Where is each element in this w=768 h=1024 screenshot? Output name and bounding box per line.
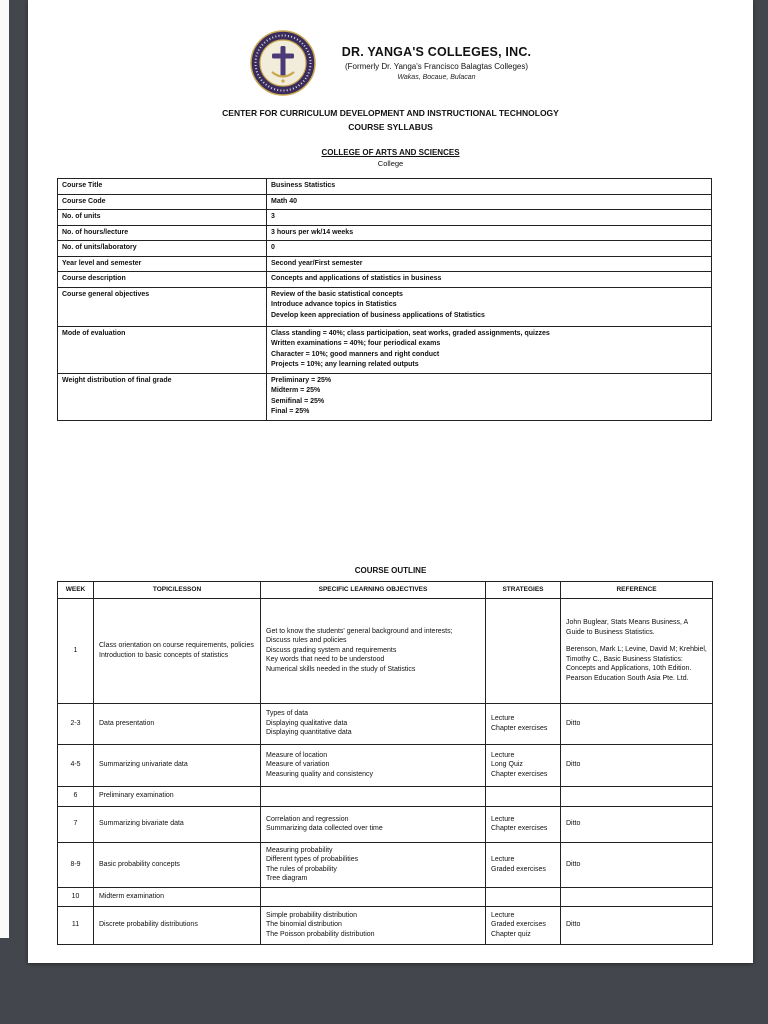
topic-cell — [94, 806, 261, 842]
objectives-cell — [261, 887, 486, 906]
topic-cell — [94, 906, 261, 944]
objective-line: Correlation and regression — [266, 815, 349, 823]
objectives-cell — [261, 598, 486, 703]
info-label-cell: Year level and semester — [58, 256, 267, 272]
objective-line: Tree diagram — [266, 875, 308, 882]
topic-cell — [94, 786, 261, 806]
info-value-line: Written examinations = 40%; four periodical exams — [271, 340, 441, 347]
college-title: COLLEGE OF ARTS AND SCIENCES — [321, 148, 460, 157]
reference-cell — [561, 842, 713, 887]
info-value-line: Develop keen appreciation of business applications of Statistics — [271, 311, 485, 319]
objective-line: Measure of variation — [266, 761, 330, 769]
reference-cell — [561, 744, 713, 786]
objective-line: Measure of location — [266, 751, 328, 759]
reference-cell — [561, 598, 713, 703]
week-cell: 2-3 — [58, 703, 94, 744]
objective-line: Discuss grading system and requirements — [266, 646, 397, 654]
info-value-line: 3 hours per wk/14 weeks — [271, 228, 354, 236]
topic-cell — [94, 842, 261, 887]
course-info-table — [57, 178, 712, 421]
outline-header-cell: SPECIFIC LEARNING OBJECTIVES — [261, 581, 486, 598]
info-value-line: Semifinal = 25% — [271, 397, 325, 405]
objective-line: Simple probability distribution — [266, 911, 358, 919]
reference-cell — [561, 887, 713, 906]
reference-paragraph: Ditto — [566, 761, 581, 769]
info-label-cell: Weight distribution of final grade — [58, 373, 267, 420]
info-value-line: 0 — [271, 244, 275, 251]
info-value-cell — [267, 241, 712, 257]
info-table-row — [58, 210, 712, 226]
info-value-line: Business Statistics — [271, 182, 336, 189]
info-value-line: Concepts and applications of statistics in business — [271, 275, 442, 282]
objectives-cell — [261, 703, 486, 744]
college-subtitle: College — [377, 159, 404, 168]
objectives-cell — [261, 806, 486, 842]
reference-paragraph: Ditto — [566, 860, 581, 868]
info-label-cell: No. of units — [58, 210, 267, 226]
info-value-line: Math 40 — [271, 197, 298, 205]
topic-line: Basic probability concepts — [99, 860, 180, 868]
info-value-cell — [267, 287, 712, 326]
week-cell: 11 — [58, 906, 94, 944]
info-label-cell: Mode of evaluation — [58, 326, 267, 373]
info-table-row — [58, 179, 712, 195]
info-value-line: Class standing = 40%; class participation, seat works, graded assignments, quizzes — [271, 329, 550, 337]
objective-line: The Poisson probability distribution — [266, 930, 375, 938]
document-header — [28, 0, 753, 96]
info-table-row — [58, 256, 712, 272]
outline-row — [58, 806, 713, 842]
syllabus-document-page — [28, 0, 753, 963]
school-name: DR. YANGA'S COLLEGES, INC. — [341, 45, 532, 59]
objective-line: The binomial distribution — [266, 921, 342, 929]
objective-line: Different types of probabilities — [266, 856, 359, 863]
outline-row — [58, 842, 713, 887]
outline-header-cell: WEEK — [58, 581, 94, 598]
center-department-title: CENTER FOR CURRICULUM DEVELOPMENT AND INSTRUCTIONAL TECHNOLOGY — [222, 108, 559, 118]
info-label-cell: Course Title — [58, 179, 267, 195]
outline-header-cell: REFERENCE — [561, 581, 713, 598]
info-value-line: Preliminary = 25% — [271, 376, 332, 384]
strategy-line: Lecture — [491, 815, 515, 823]
objective-line: Numerical skills needed in the study of Statistics — [266, 665, 416, 673]
outline-row — [58, 598, 713, 703]
info-table-row — [58, 287, 712, 326]
school-address: Wakas, Bocaue, Bulacan — [397, 74, 476, 81]
info-value-line: Second year/First semester — [271, 259, 363, 267]
course-outline-table — [57, 581, 713, 945]
objective-line: Measuring quality and consistency — [266, 770, 374, 778]
topic-line: Discrete probability distributions — [99, 921, 198, 929]
objective-line: Displaying quantitative data — [266, 729, 352, 737]
topic-line: Midterm examination — [99, 892, 164, 900]
objectives-cell — [261, 842, 486, 887]
strategy-line: Lecture — [491, 911, 515, 919]
topic-cell — [94, 598, 261, 703]
outline-row — [58, 703, 713, 744]
strategies-cell — [486, 598, 561, 703]
reference-paragraph: Ditto — [566, 820, 581, 828]
info-table-row — [58, 241, 712, 257]
reference-paragraph: Ditto — [566, 921, 581, 929]
topic-cell — [94, 887, 261, 906]
week-cell: 7 — [58, 806, 94, 842]
outline-row — [58, 906, 713, 944]
objective-line: Displaying qualitative data — [266, 719, 348, 727]
strategies-cell — [486, 906, 561, 944]
info-value-line: Character = 10%; good manners and right conduct — [271, 350, 440, 358]
week-cell: 6 — [58, 786, 94, 806]
info-label-cell: Course general objectives — [58, 287, 267, 326]
objective-line: Key words that need to be understood — [266, 656, 385, 664]
info-value-line: Midterm = 25% — [271, 387, 321, 394]
adjacent-page-edge — [0, 0, 9, 938]
info-table-row — [58, 373, 712, 420]
reference-cell — [561, 786, 713, 806]
reference-cell — [561, 806, 713, 842]
info-value-cell — [267, 326, 712, 373]
strategies-cell — [486, 842, 561, 887]
reference-paragraph: Berenson, Mark L; Levine, David M; Krehbiel, Timothy C., Basic Business Statistics: Concepts and Applications, 10th Edition. Pearson Education South Asia Pte. Ltd. — [566, 646, 707, 682]
info-value-cell — [267, 225, 712, 241]
reference-paragraph: Ditto — [566, 719, 581, 727]
info-label-cell: Course description — [58, 272, 267, 288]
info-value-cell — [267, 179, 712, 195]
strategies-cell — [486, 887, 561, 906]
objective-line: Get to know the students' general background and interests; — [266, 627, 453, 635]
strategy-line: Lecture — [491, 751, 515, 759]
strategies-cell — [486, 806, 561, 842]
objective-line: The rules of probability — [266, 865, 337, 873]
info-value-cell — [267, 272, 712, 288]
info-value-cell — [267, 194, 712, 210]
reference-cell — [561, 906, 713, 944]
strategy-line: Lecture — [491, 715, 515, 722]
info-value-line: Projects = 10%; any learning related outputs — [271, 361, 419, 368]
outline-row — [58, 887, 713, 906]
info-value-line: Review of the basic statistical concepts — [271, 290, 403, 298]
course-outline-title: COURSE OUTLINE — [354, 565, 427, 575]
strategy-line: Graded exercises — [491, 921, 546, 929]
info-value-cell — [267, 373, 712, 420]
reference-cell — [561, 703, 713, 744]
school-seal-icon — [250, 30, 316, 96]
outline-row — [58, 786, 713, 806]
info-value-line: Final = 25% — [271, 408, 310, 415]
info-value-cell — [267, 210, 712, 226]
objective-line: Measuring probability — [266, 846, 333, 854]
objectives-cell — [261, 786, 486, 806]
document-type-title: COURSE SYLLABUS — [348, 122, 433, 132]
strategy-line: Chapter exercises — [491, 825, 548, 832]
objective-line: Summarizing data collected over time — [266, 825, 383, 832]
topic-line: Preliminary examination — [99, 792, 174, 800]
topic-cell — [94, 744, 261, 786]
strategy-line: Chapter quiz — [491, 930, 531, 938]
week-cell: 10 — [58, 887, 94, 906]
objective-line: Types of data — [266, 710, 309, 718]
strategy-line: Graded exercises — [491, 865, 546, 873]
info-label-cell: No. of units/laboratory — [58, 241, 267, 257]
strategy-line: Chapter exercises — [491, 770, 548, 778]
school-former-name: (Formerly Dr. Yanga's Francisco Balagtas Colleges) — [344, 62, 529, 71]
info-label-cell: No. of hours/lecture — [58, 225, 267, 241]
reference-paragraph: John Buglear, Stats Means Business, A Guide to Business Statistics. — [566, 619, 688, 636]
strategies-cell — [486, 786, 561, 806]
info-table-row — [58, 194, 712, 210]
strategy-line: Long Quiz — [491, 761, 523, 769]
week-cell: 4-5 — [58, 744, 94, 786]
week-cell: 1 — [58, 598, 94, 703]
outline-header-row — [58, 581, 713, 598]
info-value-line: 3 — [271, 213, 275, 220]
strategy-line: Lecture — [491, 856, 515, 863]
strategy-line: Chapter exercises — [491, 724, 548, 732]
strategies-cell — [486, 744, 561, 786]
info-table-row — [58, 225, 712, 241]
info-table-row — [58, 326, 712, 373]
info-label-cell: Course Code — [58, 194, 267, 210]
school-identity-block — [342, 45, 531, 81]
topic-line: Class orientation on course requirements, policies — [99, 642, 254, 649]
week-cell: 8-9 — [58, 842, 94, 887]
topic-line: Summarizing univariate data — [99, 761, 188, 769]
objectives-cell — [261, 906, 486, 944]
strategies-cell — [486, 703, 561, 744]
info-value-line: Introduce advance topics in Statistics — [271, 301, 397, 308]
info-value-cell — [267, 256, 712, 272]
objectives-cell — [261, 744, 486, 786]
objective-line: Discuss rules and policies — [266, 637, 347, 645]
topic-cell — [94, 703, 261, 744]
info-table-row — [58, 272, 712, 288]
topic-line: Introduction to basic concepts of statistics — [99, 651, 229, 659]
outline-header-cell: TOPIC/LESSON — [94, 581, 261, 598]
topic-line: Data presentation — [99, 719, 155, 727]
topic-line: Summarizing bivariate data — [99, 820, 184, 828]
outline-row — [58, 744, 713, 786]
outline-header-cell: STRATEGIES — [486, 581, 561, 598]
